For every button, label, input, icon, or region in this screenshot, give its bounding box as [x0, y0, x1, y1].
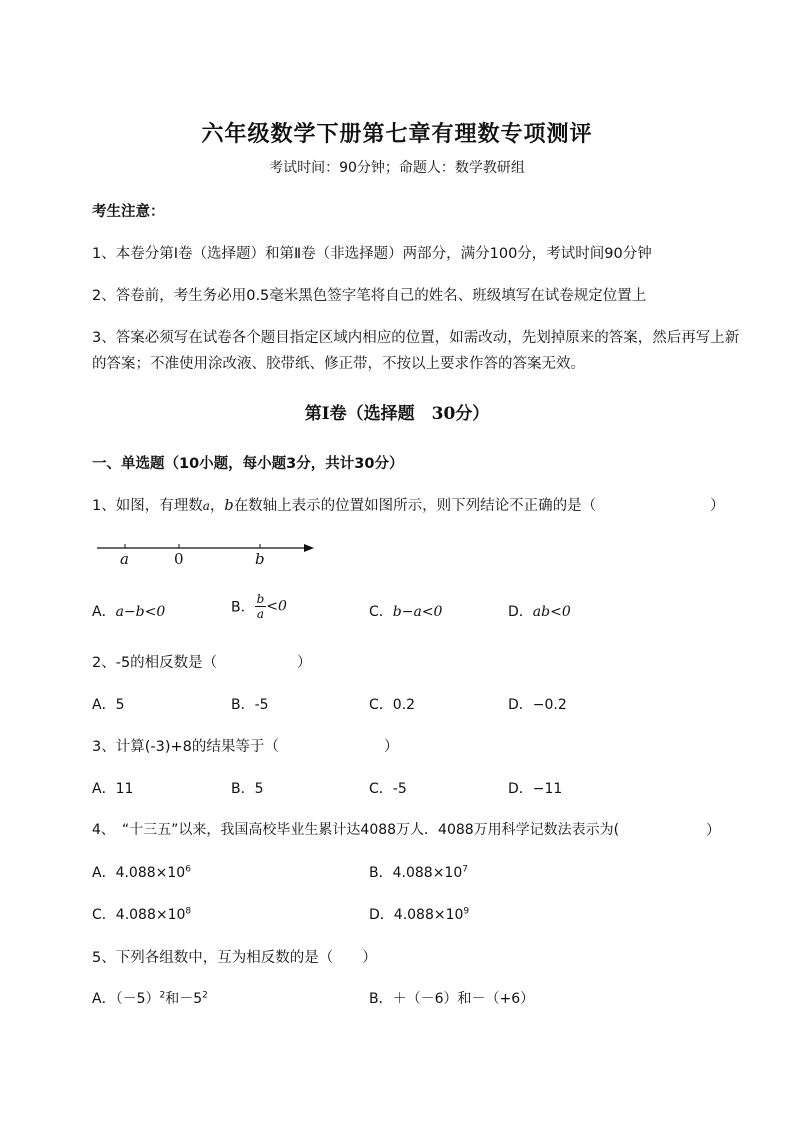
question-1-var-b: b — [224, 498, 234, 514]
question-1-close-paren: ） — [710, 498, 725, 514]
option-text: 11 — [115, 781, 134, 797]
option-exponent: 9 — [463, 906, 470, 917]
document-title: 六年级数学下册第七章有理数专项测评 — [201, 121, 593, 147]
question-2-option-b[interactable] — [231, 694, 269, 714]
notice-heading: 考生注意： — [92, 204, 165, 220]
question-1-option-b[interactable] — [231, 592, 287, 621]
notice-item-3-continued: 的答案；不准使用涂改液、胶带纸、修正带，不按以上要求作答的答案无效。 — [92, 356, 585, 372]
notice-item-2: 2、答卷前，考生务必用0.5毫米黑色签字笔将自己的姓名、班级填写在试卷规定位置上 — [92, 288, 647, 304]
option-text: -5 — [392, 781, 407, 797]
option-base: 4.088×10 — [115, 907, 186, 923]
option-expr: b−a<0 — [392, 604, 443, 620]
question-4-option-d[interactable] — [369, 904, 469, 924]
question-3-option-a[interactable] — [92, 778, 133, 798]
fraction-denominator: a — [256, 607, 265, 621]
option-exponent-2: 2 — [202, 990, 208, 1001]
option-expr-rest: <0 — [266, 598, 287, 615]
notice-item-1: 1、本卷分第I卷（选择题）和第Ⅱ卷（非选择题）两部分，满分100分，考试时间90分钟 — [92, 246, 652, 262]
option-expr: ab<0 — [532, 604, 571, 620]
option-exponent: 6 — [185, 864, 191, 875]
option-exponent-1: 2 — [159, 990, 166, 1001]
option-label: C． — [369, 781, 393, 797]
question-1-var-a: a — [202, 499, 210, 513]
question-4-option-a[interactable] — [92, 862, 191, 882]
question-2-option-c[interactable] — [369, 694, 415, 714]
question-2-stem: 2、-5的相反数是（ — [92, 655, 218, 671]
option-base: 4.088×10 — [393, 907, 464, 923]
option-label: C． — [92, 907, 116, 923]
option-exponent: 7 — [462, 864, 468, 875]
fraction-numerator: b — [256, 592, 265, 606]
option-text: 0.2 — [392, 697, 416, 713]
question-2-option-d[interactable] — [508, 694, 567, 714]
option-label: A． — [92, 991, 116, 1007]
option-exponent: 8 — [185, 906, 192, 917]
number-line-label-a: a — [120, 550, 129, 568]
option-label: B． — [369, 865, 393, 881]
question-1-stem — [92, 494, 596, 515]
option-text: ＋（－6）和－（+6） — [392, 991, 535, 1007]
number-line-arrow — [304, 544, 314, 552]
option-label: D． — [508, 781, 533, 797]
part-heading: 一、单选题（10小题，每小题3分，共计30分） — [92, 456, 404, 472]
question-1-sep: ， — [209, 498, 225, 514]
option-text: −11 — [532, 781, 563, 797]
option-base: 4.088×10 — [392, 865, 463, 881]
option-label: A． — [92, 865, 116, 881]
question-5-option-a[interactable] — [92, 988, 208, 1008]
question-3-option-b[interactable] — [231, 778, 264, 798]
option-label: D． — [369, 907, 394, 923]
document-subtitle: 考试时间：90分钟；命题人：数学教研组 — [269, 160, 525, 176]
question-4-option-b[interactable] — [369, 862, 468, 882]
question-2-close-paren: ） — [297, 655, 312, 671]
notice-item-3: 3、答案必须写在试卷各个题目指定区域内相应的位置，如需改动，先划掉原来的答案，然后再写上新 — [92, 330, 740, 346]
option-label: B． — [231, 599, 255, 616]
question-4-close-paren: ） — [706, 823, 721, 839]
option-label: A． — [92, 604, 116, 620]
question-1-option-d[interactable] — [508, 601, 571, 621]
question-3-close-paren: ） — [384, 739, 399, 755]
question-4-stem: 4、 “十三五”以来，我国高校毕业生累计达4088万人．4088万用科学记数法表示为( — [92, 822, 620, 838]
number-line-label-zero: 0 — [174, 550, 184, 568]
option-label: B． — [369, 991, 393, 1007]
section-title: 第I卷（选择题 30分） — [304, 404, 490, 424]
number-line-label-b: b — [255, 550, 265, 568]
question-1-stem-post: 在数轴上表示的位置如图所示，则下列结论不正确的是（ — [233, 498, 597, 514]
option-label: D． — [508, 604, 533, 620]
option-label: B． — [231, 697, 255, 713]
option-label: A． — [92, 697, 116, 713]
option-label: D． — [508, 697, 533, 713]
option-label: C． — [369, 697, 393, 713]
question-5-stem: 5、下列各组数中，互为相反数的是（ ） — [92, 950, 377, 966]
option-text: 5 — [115, 697, 125, 713]
fraction-b-over-a — [255, 592, 267, 621]
option-label: A． — [92, 781, 116, 797]
question-1-stem-pre: 1、如图，有理数 — [92, 498, 203, 514]
question-5-option-b[interactable] — [369, 988, 534, 1008]
question-1-option-a[interactable] — [92, 601, 165, 621]
question-4-option-c[interactable] — [92, 904, 191, 924]
option-text: −0.2 — [532, 697, 567, 713]
question-3-option-d[interactable] — [508, 778, 562, 798]
option-text: -5 — [254, 697, 269, 713]
option-label: C． — [369, 604, 393, 620]
option-text-mid: 和－5 — [165, 991, 203, 1007]
option-label: B． — [231, 781, 255, 797]
option-text: 5 — [254, 781, 264, 797]
question-2-option-a[interactable] — [92, 694, 125, 714]
question-3-option-c[interactable] — [369, 778, 407, 798]
option-base: 4.088×10 — [115, 865, 186, 881]
question-1-option-c[interactable] — [369, 601, 442, 621]
question-3-stem: 3、计算(-3)+8的结果等于（ — [92, 739, 279, 755]
option-expr: a−b<0 — [115, 604, 166, 620]
option-text-pre: （－5） — [115, 991, 160, 1007]
